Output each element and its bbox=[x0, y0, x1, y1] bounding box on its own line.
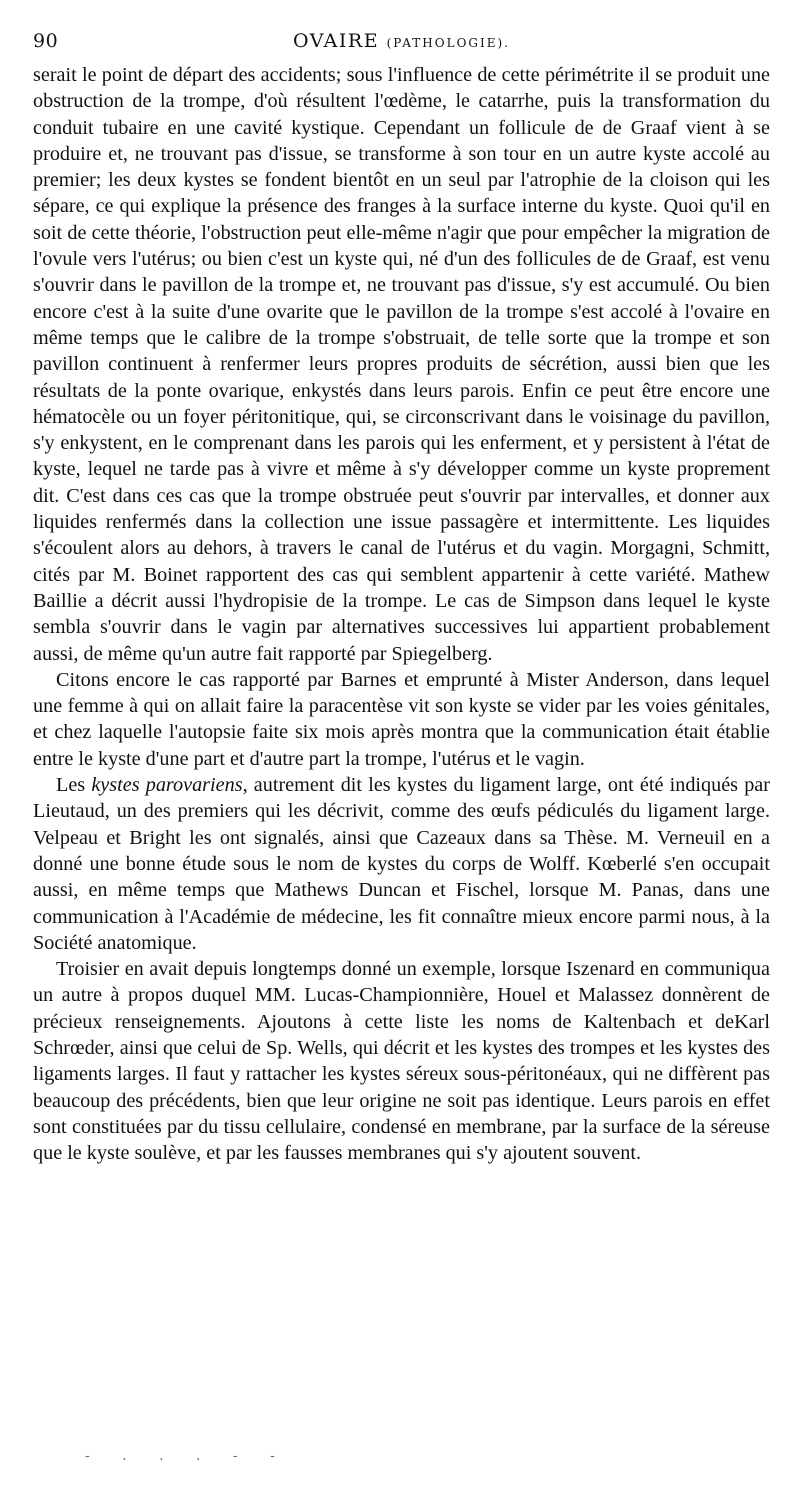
paragraph-3-italic-term: kystes parovariens bbox=[91, 774, 243, 797]
paragraph-3 bbox=[33, 772, 770, 956]
page-number: 90 bbox=[33, 30, 59, 52]
paragraph-3-lead: Les bbox=[56, 774, 92, 797]
paragraph-1: serait le point de départ des accidents; sous l'influence de cette périmétrite il se produit une obstruction de la trompe, d'où résultent l'œdème, le catarrhe, puis la transformation du conduit tubaire en une cavité kystique. Cependant un follicule de de Graaf vient à se produire et, ne trouvant pas d'issue, se transforme à son tour en un autre kyste accolé au premier; les deux kystes se fondent bientôt en un seul par l'atrophie de la cloison qui les sépare, ce qui explique la présence des franges à la surface interne du kyste. Quoi qu'il en soit de cette théorie, l'obstruction peut elle-même n'agir que pour empêcher la migration de l'ovule vers l'utérus; ou bien c'est un kyste qui, né d'un des follicules de de Graaf, est venu s'ouvrir dans le pavillon de la trompe et, ne trouvant pas d'issue, s'y est accumulé. Ou bien encore c'est à la suite d'une ovarite que le pavillon de la trompe s'est accolé à l'ovaire en même temps que le calibre de la trompe s'obstruait, de telle sorte que la trompe et son pavillon continuent à renfermer leurs propres produits de sécrétion, aussi bien que les résultats de la ponte ovarique, enkystés dans leurs parois. Enfin ce peut être encore une hématocèle ou un foyer péritonitique, qui, se circonscrivant dans le voisinage du pavillon, s'y enkystent, en le comprenant dans les parois qui les enferment, et y persistent à l'état de kyste, lequel ne tarde pas à vivre et même à s'y développer comme un kyste proprement dit. C'est dans ces cas que la trompe obstruée peut s'ouvrir par intervalles, et donner aux liquides renfermés dans la collection une issue passagère et intermittente. Les liquides s'écoulent alors au dehors, à travers le canal de l'utérus et du vagin. Morgagni, Schmitt, cités par M. Boinet rapportent des cas qui semblent appartenir à cette variété. Mathew Baillie a décrit aussi l'hydropisie de la trompe. Le cas de Simpson dans lequel le kyste sembla s'ouvrir dans le vagin par alternatives successives lui appartient probablement aussi, de même qu'un autre fait rapporté par Spiegelberg. bbox=[33, 64, 770, 665]
page-header bbox=[33, 30, 770, 62]
paragraph-2: Citons encore le cas rapporté par Barnes et emprunté à Mister Anderson, dans lequel une femme à qui on allait faire la paracentèse vit son kyste se vider par les voies génitales, et chez laquelle l'autopsie faite six mois après montra que la communication était établie entre le kyste d'une part et d'autre part la trompe, l'utérus et le vagin. bbox=[33, 668, 770, 770]
footer-print-marks: - . . . - - bbox=[85, 1448, 289, 1464]
paragraph-4: Troisier en avait depuis longtemps donné un exemple, lorsque Iszenard en communiqua un autre à propos duquel MM. Lucas-Championnière, Houel et Malassez donnèrent de précieux renseignements. Ajoutons à cette liste les noms de Kaltenbach et deKarl Schrœder, ainsi que celui de Sp. Wells, qui décrit et les kystes des trompes et les kystes des ligaments larges. Il faut y rattacher les kystes séreux sous-péritonéaux, qui ne diffèrent pas beaucoup des précédents, bien que leur origine ne soit pas identique. Leurs parois en effet sont constituées par du tissu cellulaire, condensé en membrane, par la surface de la séreuse que le kyste soulève, et par les fausses membranes qui s'y ajoutent souvent. bbox=[33, 958, 770, 1165]
running-head-subtitle: (PATHOLOGIE). bbox=[386, 36, 510, 50]
paragraph-3-rest: , autrement dit les kystes du ligament large, ont été indiqués par Lieutaud, un des premiers qui les décrivit, comme des œufs pédiculés du ligament large. Velpeau et Bright les ont signalés, ainsi que Cazeaux dans sa Thèse. M. Verneuil en a donné une bonne étude sous le nom de kystes du corps de Wolff. Kœberlé s'en occupait aussi, en même temps que Mathews Duncan et Fischel, lorsque M. Panas, dans une communication à l'Académie de médecine, les fit connaître mieux encore parmi nous, à la Société anatomique. bbox=[33, 774, 770, 954]
body-text bbox=[33, 62, 770, 1166]
running-head-title: OVAIRE bbox=[293, 30, 380, 52]
running-head bbox=[33, 30, 770, 52]
